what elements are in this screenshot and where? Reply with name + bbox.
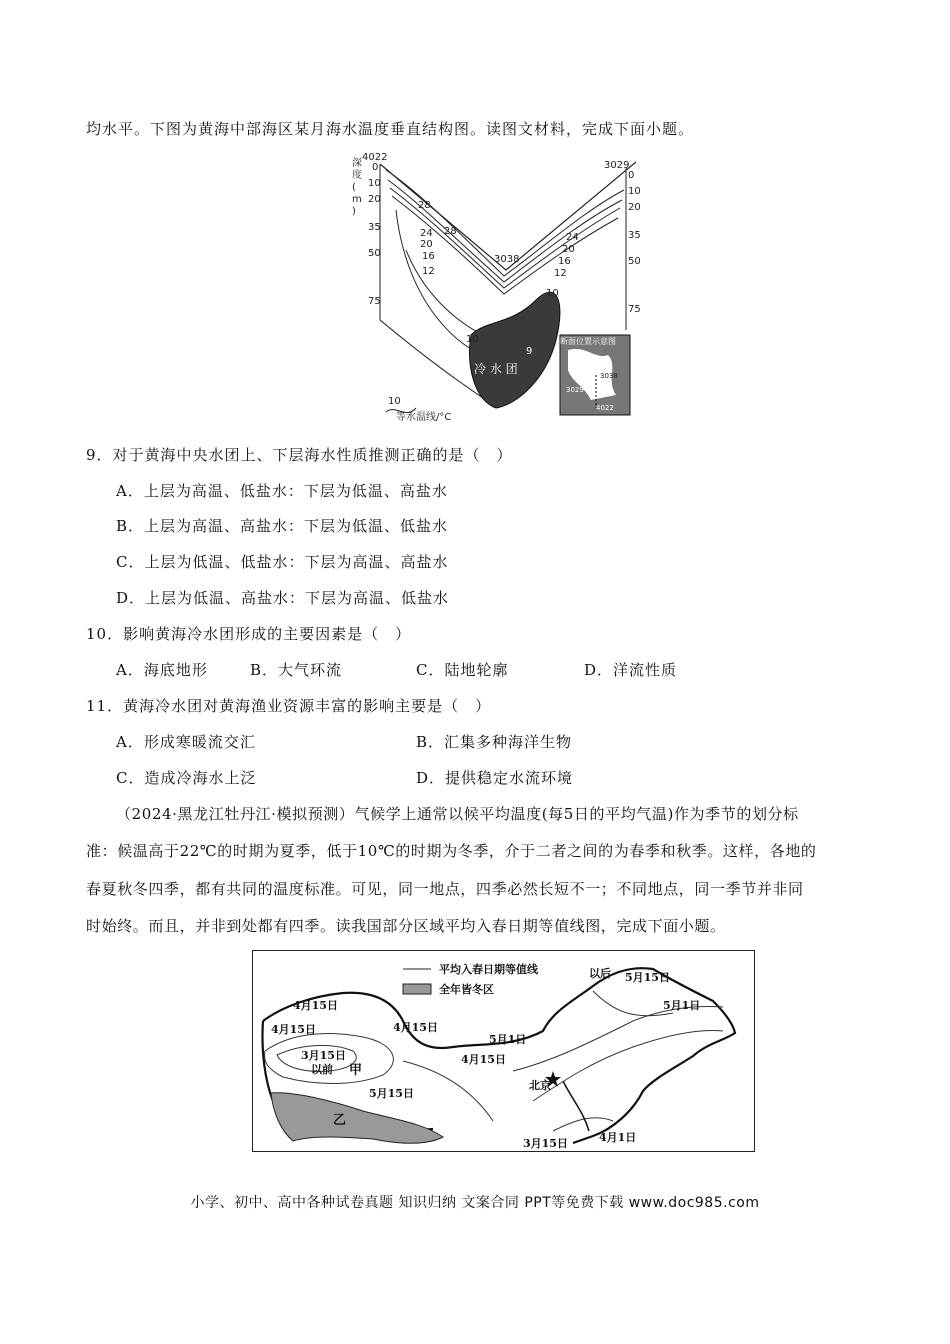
map-label: 3月15日 (301, 1049, 346, 1062)
legend-label: 等水温线/°C (396, 412, 452, 423)
depth-title-char: m (352, 194, 362, 205)
passage-line: 准：候温高于22℃的时期为夏季，低于10℃的时期为冬季，介于二者之间的为春季和秋季。这样，各地的 (86, 842, 817, 860)
right-station-label: 3029 (604, 160, 630, 171)
depth-title-char: 度 (352, 170, 362, 181)
isotherm-label: 10 (546, 288, 559, 299)
map-label: 4月15日 (271, 1023, 316, 1036)
map-label: 4月15日 (393, 1021, 438, 1034)
isotherm-label: 12 (422, 266, 435, 277)
depth-title-char: ) (352, 206, 356, 217)
depth-tick: 50 (628, 256, 641, 267)
question-option[interactable]: C．造成冷海水上泛 (116, 769, 257, 787)
map-label-jia: 甲 (349, 1063, 363, 1078)
depth-title-char: 深 (352, 158, 362, 169)
page-footer: 小学、初中、高中各种试卷真题 知识归纳 文案合同 PPT等免费下载 www.doc985.com (190, 1195, 760, 1211)
isotherm-label: 24 (566, 232, 579, 243)
map-label: 5月15日 (625, 971, 670, 984)
isotherm-label: 24 (420, 228, 433, 239)
question-option[interactable]: B．上层为高温、高盐水：下层为低温、低盐水 (116, 517, 449, 535)
isotherm-label: 9 (526, 346, 533, 357)
left-station-label: 4022 (362, 152, 388, 163)
inset-label: 3038 (600, 372, 618, 380)
isotherm-label: 16 (422, 251, 435, 262)
map-label: 以前 (311, 1063, 333, 1076)
passage-line: 春夏秋冬四季，都有共同的温度标准。可见，同一地点，四季必然长短不一；不同地点，同一季节并非同 (86, 880, 804, 898)
question-option[interactable]: D．洋流性质 (584, 661, 678, 679)
depth-title-char: ( (352, 182, 356, 193)
map-label: 4月1日 (599, 1131, 637, 1144)
legend-line-label: 平均入春日期等值线 (439, 963, 538, 976)
depth-tick: 35 (368, 222, 381, 233)
map-label-yi: 乙 (333, 1113, 347, 1128)
inset-title: 断面位置示意图 (560, 337, 616, 346)
temperature-profile-figure (346, 150, 641, 423)
depth-tick: 0 (372, 162, 379, 173)
depth-tick: 75 (628, 304, 641, 315)
isotherm-label: 20 (562, 244, 575, 255)
inset-label: 4022 (596, 404, 614, 412)
legend-area-label: 全年皆冬区 (439, 983, 494, 996)
question-stem: 10．影响黄海冷水团形成的主要因素是（ ） (86, 625, 412, 643)
map-label: 5月1日 (489, 1033, 527, 1046)
depth-tick: 20 (628, 202, 641, 213)
cold-water-mass (470, 292, 560, 408)
isotherm-label: 28 (444, 226, 457, 237)
legend-value: 10 (388, 396, 401, 407)
question-option[interactable]: A．上层为高温、低盐水：下层为低温、高盐水 (116, 482, 448, 500)
isotherm-label: 16 (558, 256, 571, 267)
map-label: 以后 (589, 967, 611, 980)
depth-tick: 75 (368, 296, 381, 307)
isotherm-label: 20 (420, 239, 433, 250)
question-option[interactable]: B．大气环流 (250, 661, 343, 679)
depth-tick: 35 (628, 230, 641, 241)
depth-tick: 10 (368, 178, 381, 189)
map-label: 4月15日 (293, 999, 338, 1012)
question-option[interactable]: D．提供稳定水流环境 (416, 769, 574, 787)
passage-line: 时始终。而且，并非到处都有四季。读我国部分区域平均入春日期等值线图，完成下面小题。 (86, 917, 726, 935)
question-option[interactable]: D．上层为低温、高盐水：下层为高温、低盐水 (116, 589, 450, 607)
always-winter-area (271, 1093, 443, 1144)
profile-svg (346, 150, 636, 420)
question-option[interactable]: A．海底地形 (116, 661, 208, 679)
map-label-beijing: 北京 (529, 1079, 551, 1092)
depth-tick: 0 (628, 170, 635, 181)
isotherm-label: 10 (466, 334, 479, 345)
intro-text: 均水平。下图为黄海中部海区某月海水温度垂直结构图。读图文材料，完成下面小题。 (86, 120, 695, 138)
depth-tick: 20 (368, 194, 381, 205)
question-option[interactable]: C．陆地轮廓 (416, 661, 509, 679)
cold-mass-label: 冷 水 团 (474, 362, 518, 376)
mid-station-label: 3038 (494, 254, 520, 265)
spring-onset-map (252, 950, 755, 1152)
question-option[interactable]: A．形成寒暖流交汇 (116, 733, 256, 751)
depth-tick: 50 (368, 248, 381, 259)
question-option[interactable]: B．汇集多种海洋生物 (416, 733, 573, 751)
question-stem: 11．黄海冷水团对黄海渔业资源丰富的影响主要是（ ） (86, 697, 492, 715)
isotherm-label: 12 (554, 268, 567, 279)
map-label: 4月15日 (461, 1053, 506, 1066)
isotherm-label: 28 (418, 200, 431, 211)
inset-label: 3029 (566, 386, 584, 394)
question-stem: 9．对于黄海中央水团上、下层海水性质推测正确的是（ ） (86, 446, 513, 464)
depth-tick: 10 (628, 186, 641, 197)
map-label: 3月15日 (523, 1137, 568, 1150)
passage-line: （2024·黑龙江牡丹江·模拟预测）气候学上通常以候平均温度(每5日的平均气温)作为季节的划分标 (116, 805, 799, 823)
question-option[interactable]: C．上层为低温、低盐水：下层为高温、高盐水 (116, 553, 449, 571)
map-label: 5月1日 (663, 999, 701, 1012)
map-label: 5月15日 (369, 1087, 414, 1100)
